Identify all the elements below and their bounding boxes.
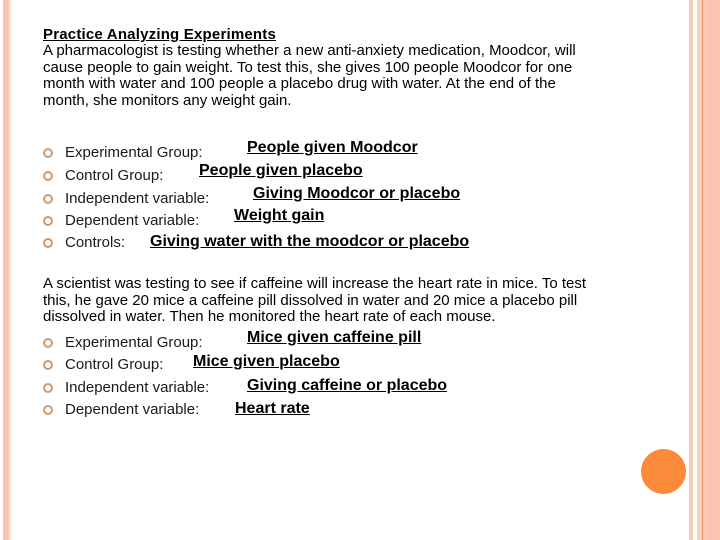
hollow-circle-bullet-icon [43, 383, 53, 393]
hollow-circle-bullet-icon [43, 238, 53, 248]
paragraph-line: A pharmacologist is testing whether a new anti-anxiety medication, Moodcor, will [43, 42, 576, 59]
item-label: Control Group: [65, 356, 164, 373]
item-answer: People given placebo [199, 162, 363, 179]
item-answer: Mice given caffeine pill [247, 329, 422, 346]
right-border-stripe [689, 0, 693, 540]
item-label: Controls: [65, 234, 126, 251]
orange-circle-icon [641, 449, 686, 494]
item-answer: Giving caffeine or placebo [247, 377, 448, 394]
hollow-circle-bullet-icon [43, 216, 53, 226]
item-answer: Mice given placebo [193, 353, 340, 370]
item-label: Independent variable: [65, 190, 210, 207]
item-label: Control Group: [65, 167, 164, 184]
hollow-circle-bullet-icon [43, 338, 53, 348]
paragraph-line: this, he gave 20 mice a caffeine pill dissolved in water and 20 mice a placebo pill [43, 291, 578, 309]
paragraph-line: month, she monitors any weight gain. [43, 91, 292, 109]
right-border-stripe [708, 0, 720, 540]
hollow-circle-bullet-icon [43, 171, 53, 181]
item-answer: Weight gain [234, 207, 325, 224]
scenario-paragraph-2 [43, 276, 683, 326]
item-answer: Giving water with the moodcor or placebo [150, 233, 470, 250]
item-label: Experimental Group: [65, 334, 203, 351]
item-answer: People given Moodcor [247, 139, 418, 156]
hollow-circle-bullet-icon [43, 360, 53, 370]
item-answer: Heart rate [235, 400, 310, 417]
hollow-circle-bullet-icon [43, 148, 53, 158]
item-label: Dependent variable: [65, 212, 200, 229]
paragraph-line: cause people to gain weight. To test this, she gives 100 people Moodcor for one [43, 58, 573, 76]
item-label: Dependent variable: [65, 401, 200, 418]
slide-title: Practice Analyzing Experiments [43, 26, 277, 43]
paragraph-line: dissolved in water. Then he monitored the heart rate of each mouse. [43, 308, 496, 325]
paragraph-line: month with water and 100 people a placebo drug with water. At the end of the [43, 75, 556, 92]
item-label: Experimental Group: [65, 144, 203, 161]
left-border-stripe-edge [9, 0, 11, 540]
hollow-circle-bullet-icon [43, 194, 53, 204]
hollow-circle-bullet-icon [43, 405, 53, 415]
item-answer: Giving Moodcor or placebo [253, 185, 461, 202]
item-label: Independent variable: [65, 379, 210, 396]
scenario-paragraph-1 [43, 43, 683, 109]
paragraph-line: A scientist was testing to see if caffeine will increase the heart rate in mice. To test [43, 275, 587, 292]
